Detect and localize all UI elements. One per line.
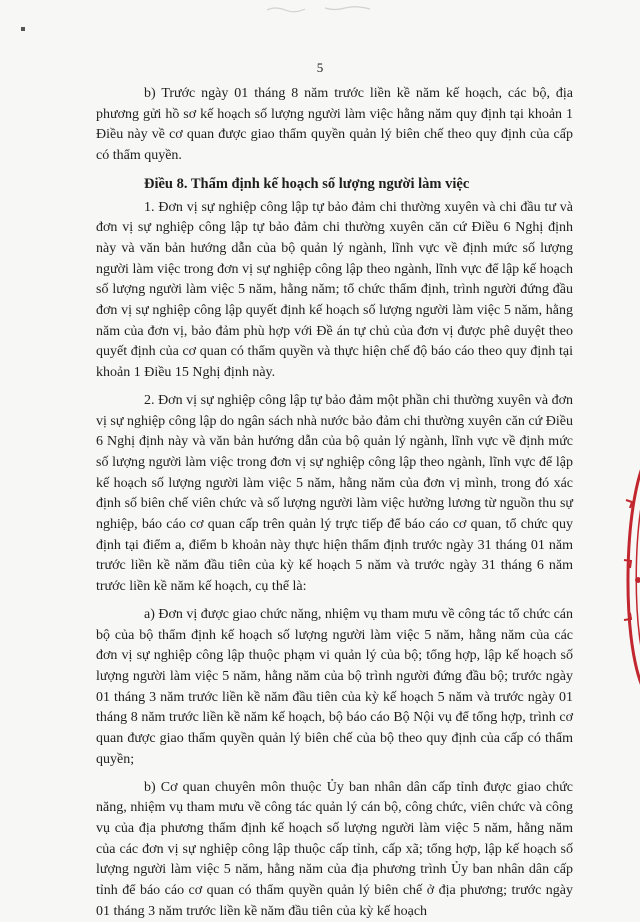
paragraph-1: b) Trước ngày 01 tháng 8 năm trước liền kề năm kế hoạch, các bộ, địa phương gửi hồ sơ kế hoạch số lượng người làm việc hằng năm quy định tại khoản 1 Điều này về cơ quan được giao thẩm quyền quản lý biên chế theo quy định của cấp có thẩm quyền. (96, 84, 573, 167)
scan-artifact-mark (265, 4, 375, 14)
red-seal-edge (612, 440, 640, 710)
page-number: 5 (0, 60, 640, 76)
scan-corner-dot (20, 26, 26, 32)
paragraph-4: a) Đơn vị được giao chức năng, nhiệm vụ tham mưu về công tác tổ chức cán bộ của bộ thẩm định kế hoạch số lượng người làm việc 5 năm, hằng năm của các đơn vị sự nghiệp công lập thuộc phạm vi quản lý của bộ; tổng hợp, lập kế hoạch số lượng người làm việc 5 năm, hằng năm của bộ trình người đứng đầu bộ; trước ngày 01 tháng 3 năm trước liền kề năm đầu tiên của kỳ kế hoạch 5 năm và trước ngày 01 tháng 8 năm trước liền kề năm kế hoạch, bộ báo cáo Bộ Nội vụ để tổng hợp, trình cơ quan được giao thẩm quyền quản lý biên chế của bộ theo quy định của cấp có thẩm quyền; (96, 605, 573, 771)
document-body (96, 84, 573, 922)
paragraph-3: 2. Đơn vị sự nghiệp công lập tự bảo đảm một phần chi thường xuyên và đơn vị sự nghiệp công lập do ngân sách nhà nước bảo đảm chi thường xuyên căn cứ Điều 6 Nghị định này và văn bản hướng dẫn của bộ quản lý ngành, lĩnh vực về định mức số lượng người làm việc trong đơn vị sự nghiệp công lập theo ngành, lĩnh vực để lập kế hoạch số lượng người làm việc 5 năm, hằng năm của đơn vị mình, trong đó xác định số biên chế viên chức và số lượng người làm việc hưởng lương từ nguồn thu sự nghiệp, báo cáo cơ quan cấp trên quản lý trực tiếp để báo cáo cơ quan, tổ chức quy định tại điểm a, điểm b khoản này thực hiện thẩm định trước ngày 31 tháng 01 năm trước liền kề năm đầu tiên của kỳ kế hoạch 5 năm và trước ngày 31 tháng 6 năm trước liền kề năm kế hoạch, cụ thể là: (96, 391, 573, 598)
article-heading: Điều 8. Thẩm định kế hoạch số lượng người làm việc (96, 174, 573, 195)
paragraph-5: b) Cơ quan chuyên môn thuộc Ủy ban nhân dân cấp tỉnh được giao chức năng, nhiệm vụ tham mưu về công tác quản lý cán bộ, công chức, viên chức và công vụ của địa phương thẩm định kế hoạch số lượng người làm việc 5 năm, hằng năm của các đơn vị sự nghiệp công lập thuộc cấp tỉnh, cấp xã; tổng hợp, lập kế hoạch số lượng người làm việc 5 năm, hằng năm của địa phương trình Ủy ban nhân dân cấp tỉnh để báo cáo cơ quan có thẩm quyền quản lý biên chế ở địa phương; trước ngày 01 tháng 3 năm trước liền kề năm đầu tiên của kỳ kế hoạch (96, 778, 573, 922)
paragraph-2: 1. Đơn vị sự nghiệp công lập tự bảo đảm chi thường xuyên và chi đầu tư và đơn vị sự nghiệp công lập tự bảo đảm chi thường xuyên căn cứ Điều 6 Nghị định này và văn bản hướng dẫn của bộ quản lý ngành, lĩnh vực về định mức số lượng người làm việc trong đơn vị sự nghiệp công lập theo ngành, lĩnh vực để lập kế hoạch số lượng người làm việc 5 năm, hằng năm; tổ chức thẩm định, trình người đứng đầu đơn vị sự nghiệp công lập quyết định kế hoạch số lượng người làm việc 5 năm, hằng năm của đơn vị, bảo đảm phù hợp với Đề án tự chủ của đơn vị được phê duyệt theo quyết định của cơ quan có thẩm quyền và thực hiện chế độ báo cáo theo quy định tại khoản 1 Điều 15 Nghị định này. (96, 198, 573, 384)
